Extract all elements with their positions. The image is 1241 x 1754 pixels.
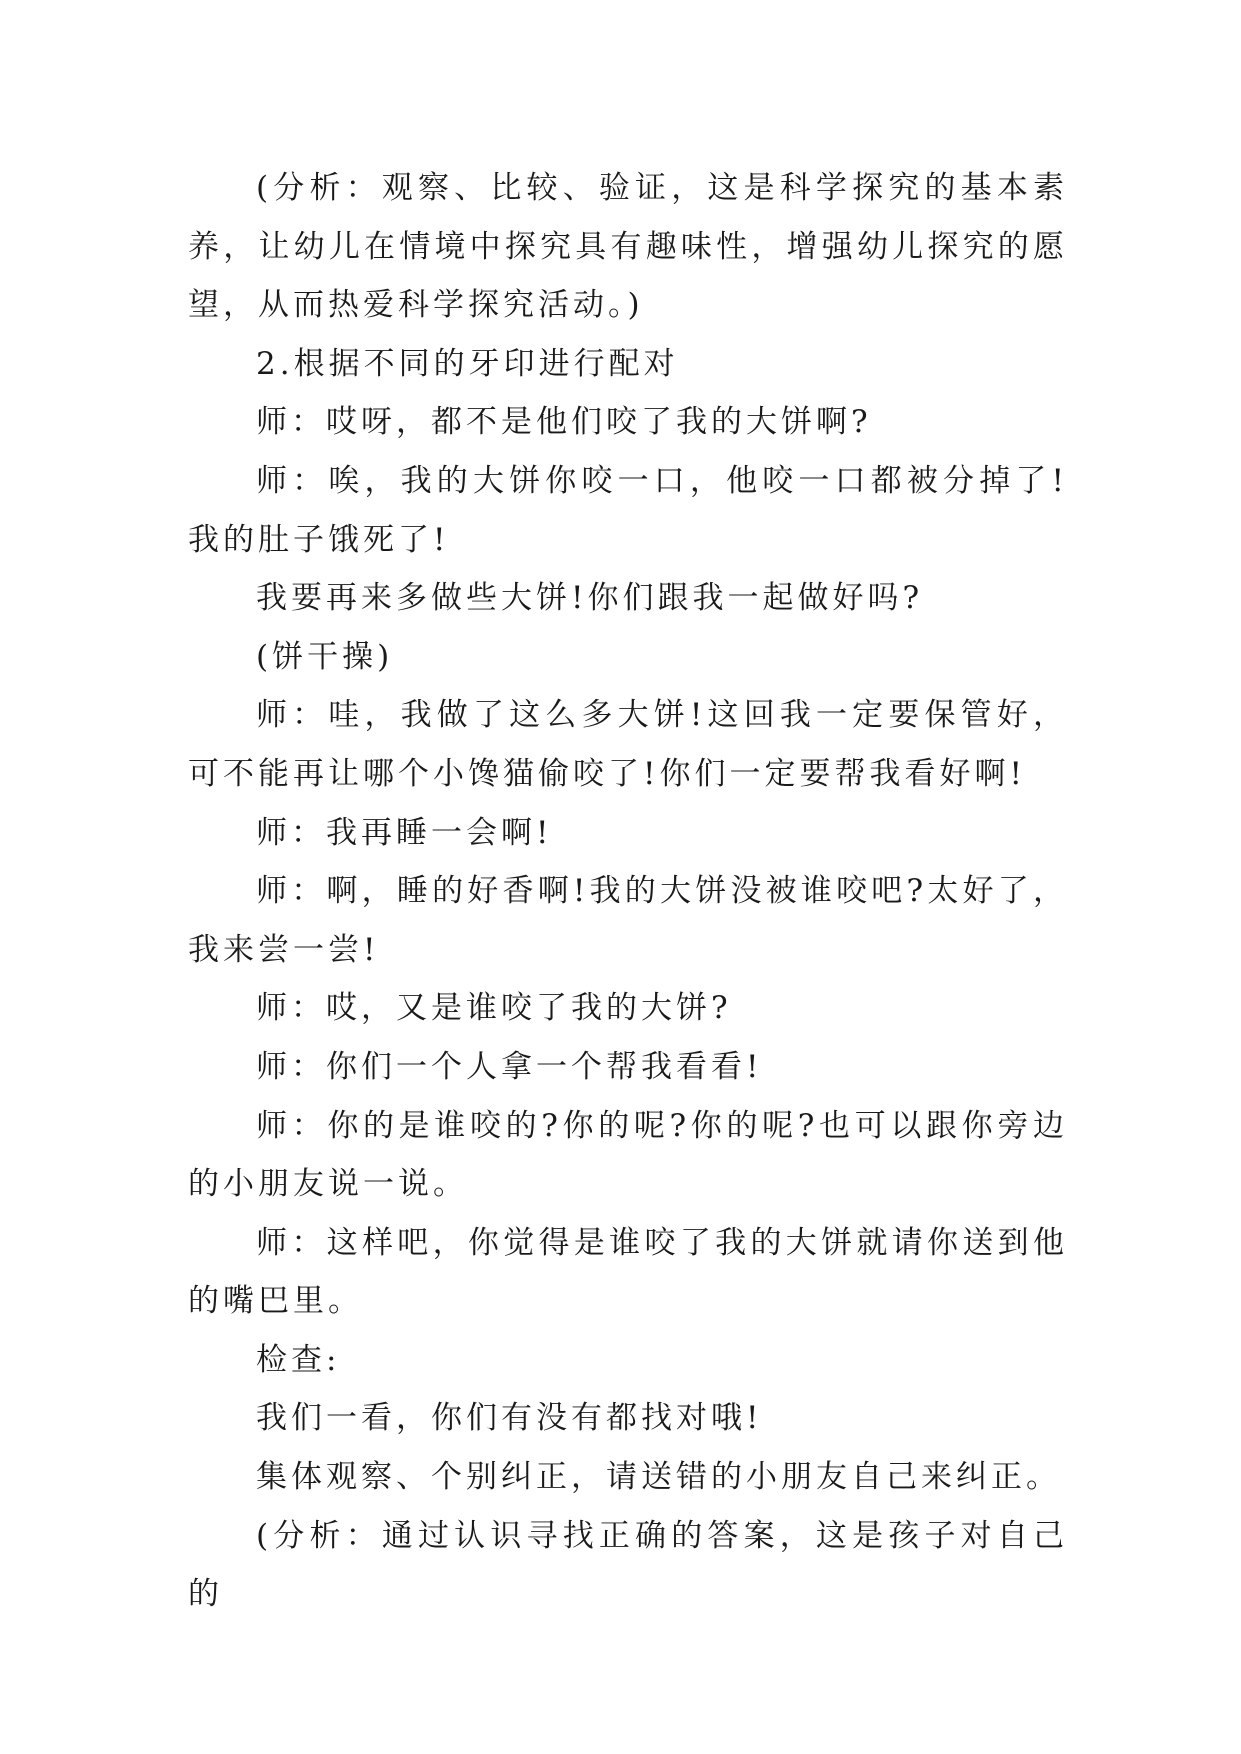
dialogue-line-10: 师：这样吧，你觉得是谁咬了我的大饼就请你送到他的嘴巴里。: [188, 1224, 1068, 1320]
check-line-1: 我们一看，你们有没有都找对哦!: [256, 1400, 763, 1437]
dialogue-line-6: 师：啊，睡的好香啊!我的大饼没被谁咬吧?太好了，我来尝一尝!: [188, 873, 1068, 968]
check-line-2: 集体观察、个别纠正，请送错的小朋友自己来纠正。: [256, 1459, 1061, 1496]
dialogue-line-3: 我要再来多做些大饼!你们跟我一起做好吗?: [256, 580, 924, 617]
activity-note: (饼干操): [256, 638, 394, 675]
dialogue-line-7: 师：哎，又是谁咬了我的大饼?: [256, 990, 732, 1027]
dialogue-line-1: 师：哎呀，都不是他们咬了我的大饼啊?: [256, 404, 872, 441]
document-body: [188, 159, 1068, 1624]
check-label: 检查:: [256, 1341, 341, 1378]
dialogue-line-8: 师：你们一个人拿一个帮我看看!: [256, 1048, 763, 1085]
section-heading-matching: 2.根据不同的牙印进行配对: [256, 345, 679, 382]
dialogue-line-9: 师：你的是谁咬的?你的呢?你的呢?也可以跟你旁边的小朋友说一说。: [188, 1107, 1068, 1203]
dialogue-line-5: 师：我再睡一会啊!: [256, 814, 553, 851]
analysis-paragraph-1: (分析：观察、比较、验证，这是科学探究的基本素养，让幼儿在情境中探究具有趣味性，增强幼儿探究的愿望，从而热爱科学探究活动。): [188, 170, 1068, 324]
analysis-paragraph-2: (分析：通过认识寻找正确的答案，这是孩子对自己的: [188, 1517, 1068, 1613]
dialogue-line-4: 师：哇，我做了这么多大饼!这回我一定要保管好，可不能再让哪个小馋猫偷咬了!你们一定要帮我看好啊!: [188, 697, 1068, 792]
dialogue-line-2: 师：唉，我的大饼你咬一口，他咬一口都被分掉了!我的肚子饿死了!: [188, 462, 1068, 558]
